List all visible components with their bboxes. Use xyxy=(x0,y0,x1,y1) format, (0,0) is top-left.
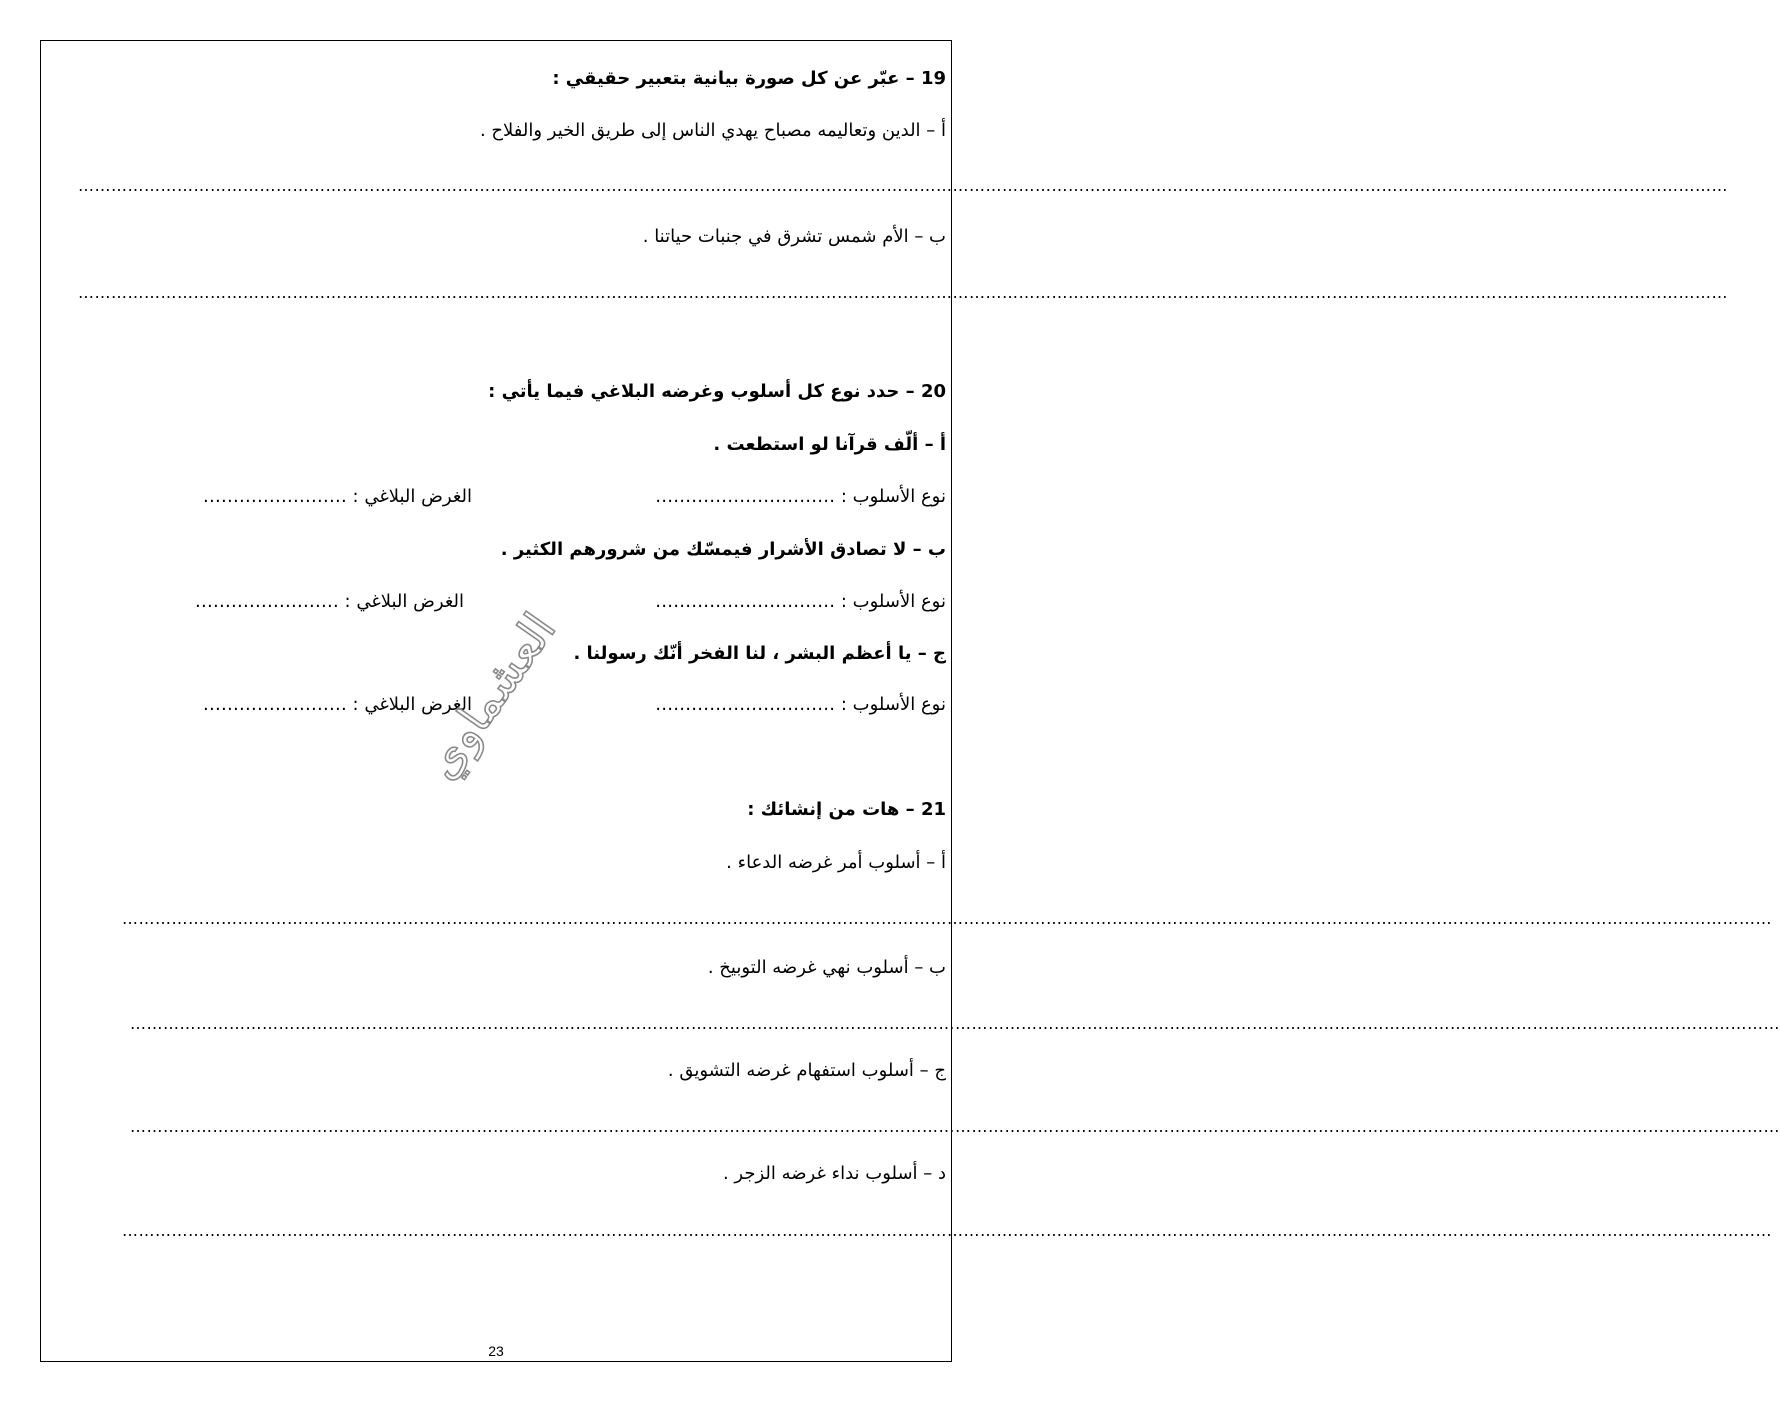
q21-answer-line-d[interactable]: ………………………………………………………………………………………………………………………………………………………………………………………………………………………………………………………………………… xyxy=(122,1221,1772,1240)
q21-title: 21 – هات من إنشائك : xyxy=(747,799,946,820)
q21-item-d: د – أسلوب نداء غرضه الزجر . xyxy=(722,1163,946,1184)
q20-c-type-field[interactable]: نوع الأسلوب : ………………………… xyxy=(655,694,946,715)
q19-answer-line-a[interactable]: ………………………………………………………………………………………………………………………………………………………………………………………………………………………………………………………………………… xyxy=(78,176,1728,195)
q21-item-a: أ – أسلوب أمر غرضه الدعاء . xyxy=(726,852,946,873)
q21-answer-line-b[interactable]: ………………………………………………………………………………………………………………………………………………………………………………………………………………………………………………………………………… xyxy=(130,1014,1780,1033)
q19-title: 19 – عبّر عن كل صورة بيانية بتعبير حقيقي : xyxy=(552,68,946,89)
q20-item-b: ب – لا تصادق الأشرار فيمسّك من شرورهم الكثير . xyxy=(500,539,946,560)
q20-item-a: أ – ألّف قرآنا لو استطعت . xyxy=(713,434,946,455)
q21-item-c: ج – أسلوب استفهام غرضه التشويق . xyxy=(667,1060,946,1081)
q20-title: 20 – حدد نوع كل أسلوب وغرضه البلاغي فيما يأتي : xyxy=(488,381,946,402)
q20-c-purpose-field[interactable]: الغرض البلاغي : …………………… xyxy=(202,694,472,715)
q21-item-b: ب – أسلوب نهي غرضه التوبيخ . xyxy=(707,957,946,978)
q20-item-c: ج – يا أعظم البشر ، لنا الفخر أنّك رسولنا . xyxy=(573,643,946,664)
page-number: 23 xyxy=(488,1343,504,1359)
q20-b-type-field[interactable]: نوع الأسلوب : ………………………… xyxy=(655,591,946,612)
watermark-text: العشماوي xyxy=(413,602,567,789)
q19-item-b: ب – الأم شمس تشرق في جنبات حياتنا . xyxy=(642,226,946,247)
q19-item-a: أ – الدين وتعاليمه مصباح يهدي الناس إلى طريق الخير والفلاح . xyxy=(479,120,946,141)
q20-a-purpose-field[interactable]: الغرض البلاغي : …………………… xyxy=(202,486,472,507)
q21-answer-line-c[interactable]: ………………………………………………………………………………………………………………………………………………………………………………………………………………………………………………………………………… xyxy=(130,1117,1780,1136)
q20-b-purpose-field[interactable]: الغرض البلاغي : …………………… xyxy=(194,591,464,612)
q19-answer-line-b[interactable]: ………………………………………………………………………………………………………………………………………………………………………………………………………………………………………………………………………… xyxy=(78,283,1728,302)
q20-a-type-field[interactable]: نوع الأسلوب : ………………………… xyxy=(655,486,946,507)
q21-answer-line-a[interactable]: ………………………………………………………………………………………………………………………………………………………………………………………………………………………………………………………………………… xyxy=(122,909,1772,928)
